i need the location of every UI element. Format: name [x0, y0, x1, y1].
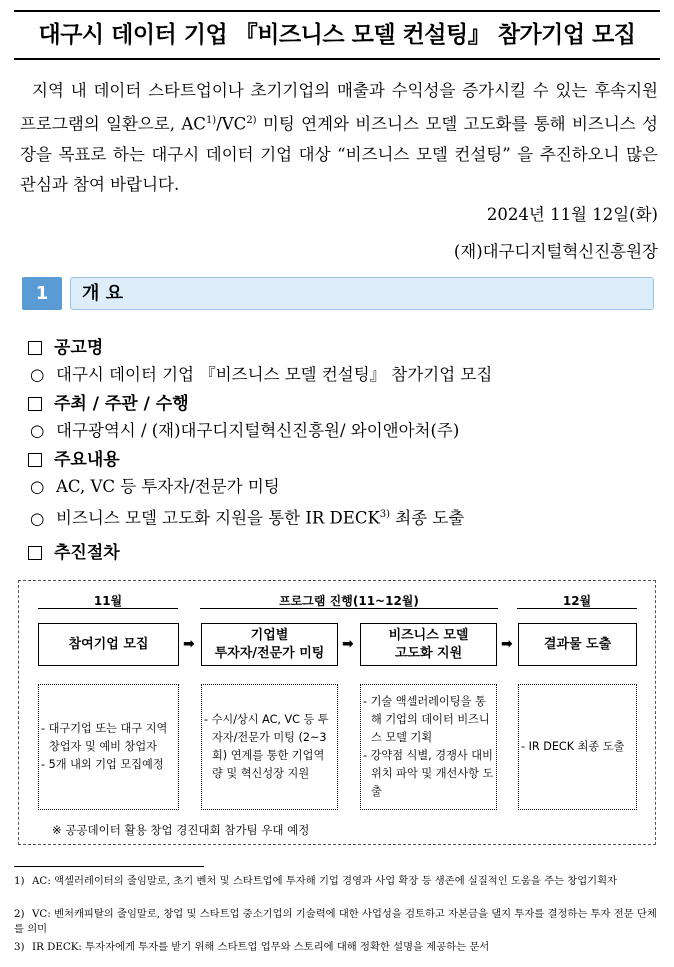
intro-paragraph: 지역 내 데이터 스타트업이나 초기기업의 매출과 수익성을 증가시킬 수 있는 후속지원 프로그램의 일환으로, AC$^{1)}$/VC$^{2)}$ 미팅 연계와 비즈니스 모델 고도화를 통해 비즈니스 성장을 목표로 하는 대구시 데이터 기업 대상 “비즈니스 모델 컨설팅” 을 추진하오니 많은 관심과 참여 바랍니다. [20, 81, 658, 194]
checkbox-square-icon [28, 453, 42, 467]
footnote: 2) VC: 벤처캐피탈의 줄임말로, 창업 및 스타트업 중소기업의 기술력에 대한 사업성을 검토하고 자본금을 댈지 투자를 결정하는 투자 전문 단체를 의미 [14, 908, 657, 935]
flow-step: 결과물 도출 [518, 623, 637, 666]
flow-step: 기업별 투자자/전문가 미팅 [201, 623, 338, 666]
footnote-ref-3[interactable]: 3) [379, 509, 391, 520]
heading-procedure: 추진절차 [28, 540, 120, 566]
footnote-ref-1[interactable]: 1) [205, 115, 217, 126]
footnote: 3) IR DECK: 투자자에게 투자를 받기 위해 스타트업 업무와 스토리에 대해 정확한 설명을 제공하는 문서 [14, 941, 490, 953]
flow-detail: - 대구기업 또는 대구 지역 창업자 및 예비 창업자 - 5개 내외 기업 모집예정 [38, 684, 179, 810]
bullet-announcement: ○ 대구시 데이터 기업 『비즈니스 모델 컨설팅』 참가기업 모집 [30, 362, 492, 388]
flow-detail: - 기술 액셀러레이팅을 통해 기업의 데이터 비즈니스 모델 기획 - 강약점 식별, 경쟁사 대비 위치 파악 및 개선사항 도출 [360, 684, 497, 810]
checkbox-square-icon [28, 397, 42, 411]
circle-bullet-icon: ○ [30, 477, 45, 496]
flow-detail: - IR DECK 최종 도출 [518, 684, 637, 810]
footnote: 1) AC: 액셀러레이터의 줄임말로, 초기 벤처 및 스타트업에 투자해 기업 경영과 사업 확장 등 생존에 실질적인 도움을 주는 창업기획자 [14, 875, 617, 887]
section-number: 1 [22, 277, 62, 310]
circle-bullet-icon: ○ [30, 421, 45, 440]
announcement-date: 2024년 11월 12일(화) [486, 205, 658, 224]
footnote-divider [14, 866, 204, 867]
flow-detail: - 수시/상시 AC, VC 등 투자자/전문가 미팅 (2~3회) 연계를 통한 기업역량 및 혁신성장 지원 [201, 684, 338, 810]
flow-note: ※ 공공데이터 활용 창업 경진대회 참가팀 우대 예정 [52, 823, 310, 837]
circle-bullet-icon: ○ [30, 508, 45, 528]
flow-step: 참여기업 모집 [38, 623, 179, 666]
flow-step: 비즈니스 모델 고도화 지원 [360, 623, 497, 666]
heading-hosts: 주최 / 주관 / 수행 [28, 391, 189, 417]
arrow-right-icon: ➡ [501, 636, 513, 652]
phase-label: 12월 [517, 592, 637, 609]
section-header-bar [70, 277, 654, 310]
section-title: 개 요 [82, 283, 124, 304]
phase-label: 11월 [38, 592, 178, 609]
arrow-right-icon: ➡ [342, 636, 354, 652]
heading-announcement: 공고명 [28, 335, 103, 361]
heading-contents: 주요내용 [28, 447, 120, 473]
issuing-organization: (재)대구디지털혁신진흥원장 [453, 242, 658, 261]
checkbox-square-icon [28, 341, 42, 355]
bullet-contents-1: ○ AC, VC 등 투자자/전문가 미팅 [30, 474, 280, 500]
bullet-contents-2: ○ 비즈니스 모델 고도화 지원을 통한 IR DECK$^{3)}$ 최종 도출 [30, 502, 464, 532]
phase-label: 프로그램 진행(11~12월) [200, 592, 498, 609]
page-title: 대구시 데이터 기업 『비즈니스 모델 컨설팅』 참가기업 모집 [14, 10, 660, 60]
bullet-hosts: ○ 대구광역시 / (재)대구디지털혁신진흥원/ 와이앤아처(주) [30, 418, 459, 444]
circle-bullet-icon: ○ [30, 365, 45, 384]
arrow-right-icon: ➡ [183, 636, 195, 652]
checkbox-square-icon [28, 546, 42, 560]
footnote-ref-2[interactable]: 2) [246, 115, 257, 126]
